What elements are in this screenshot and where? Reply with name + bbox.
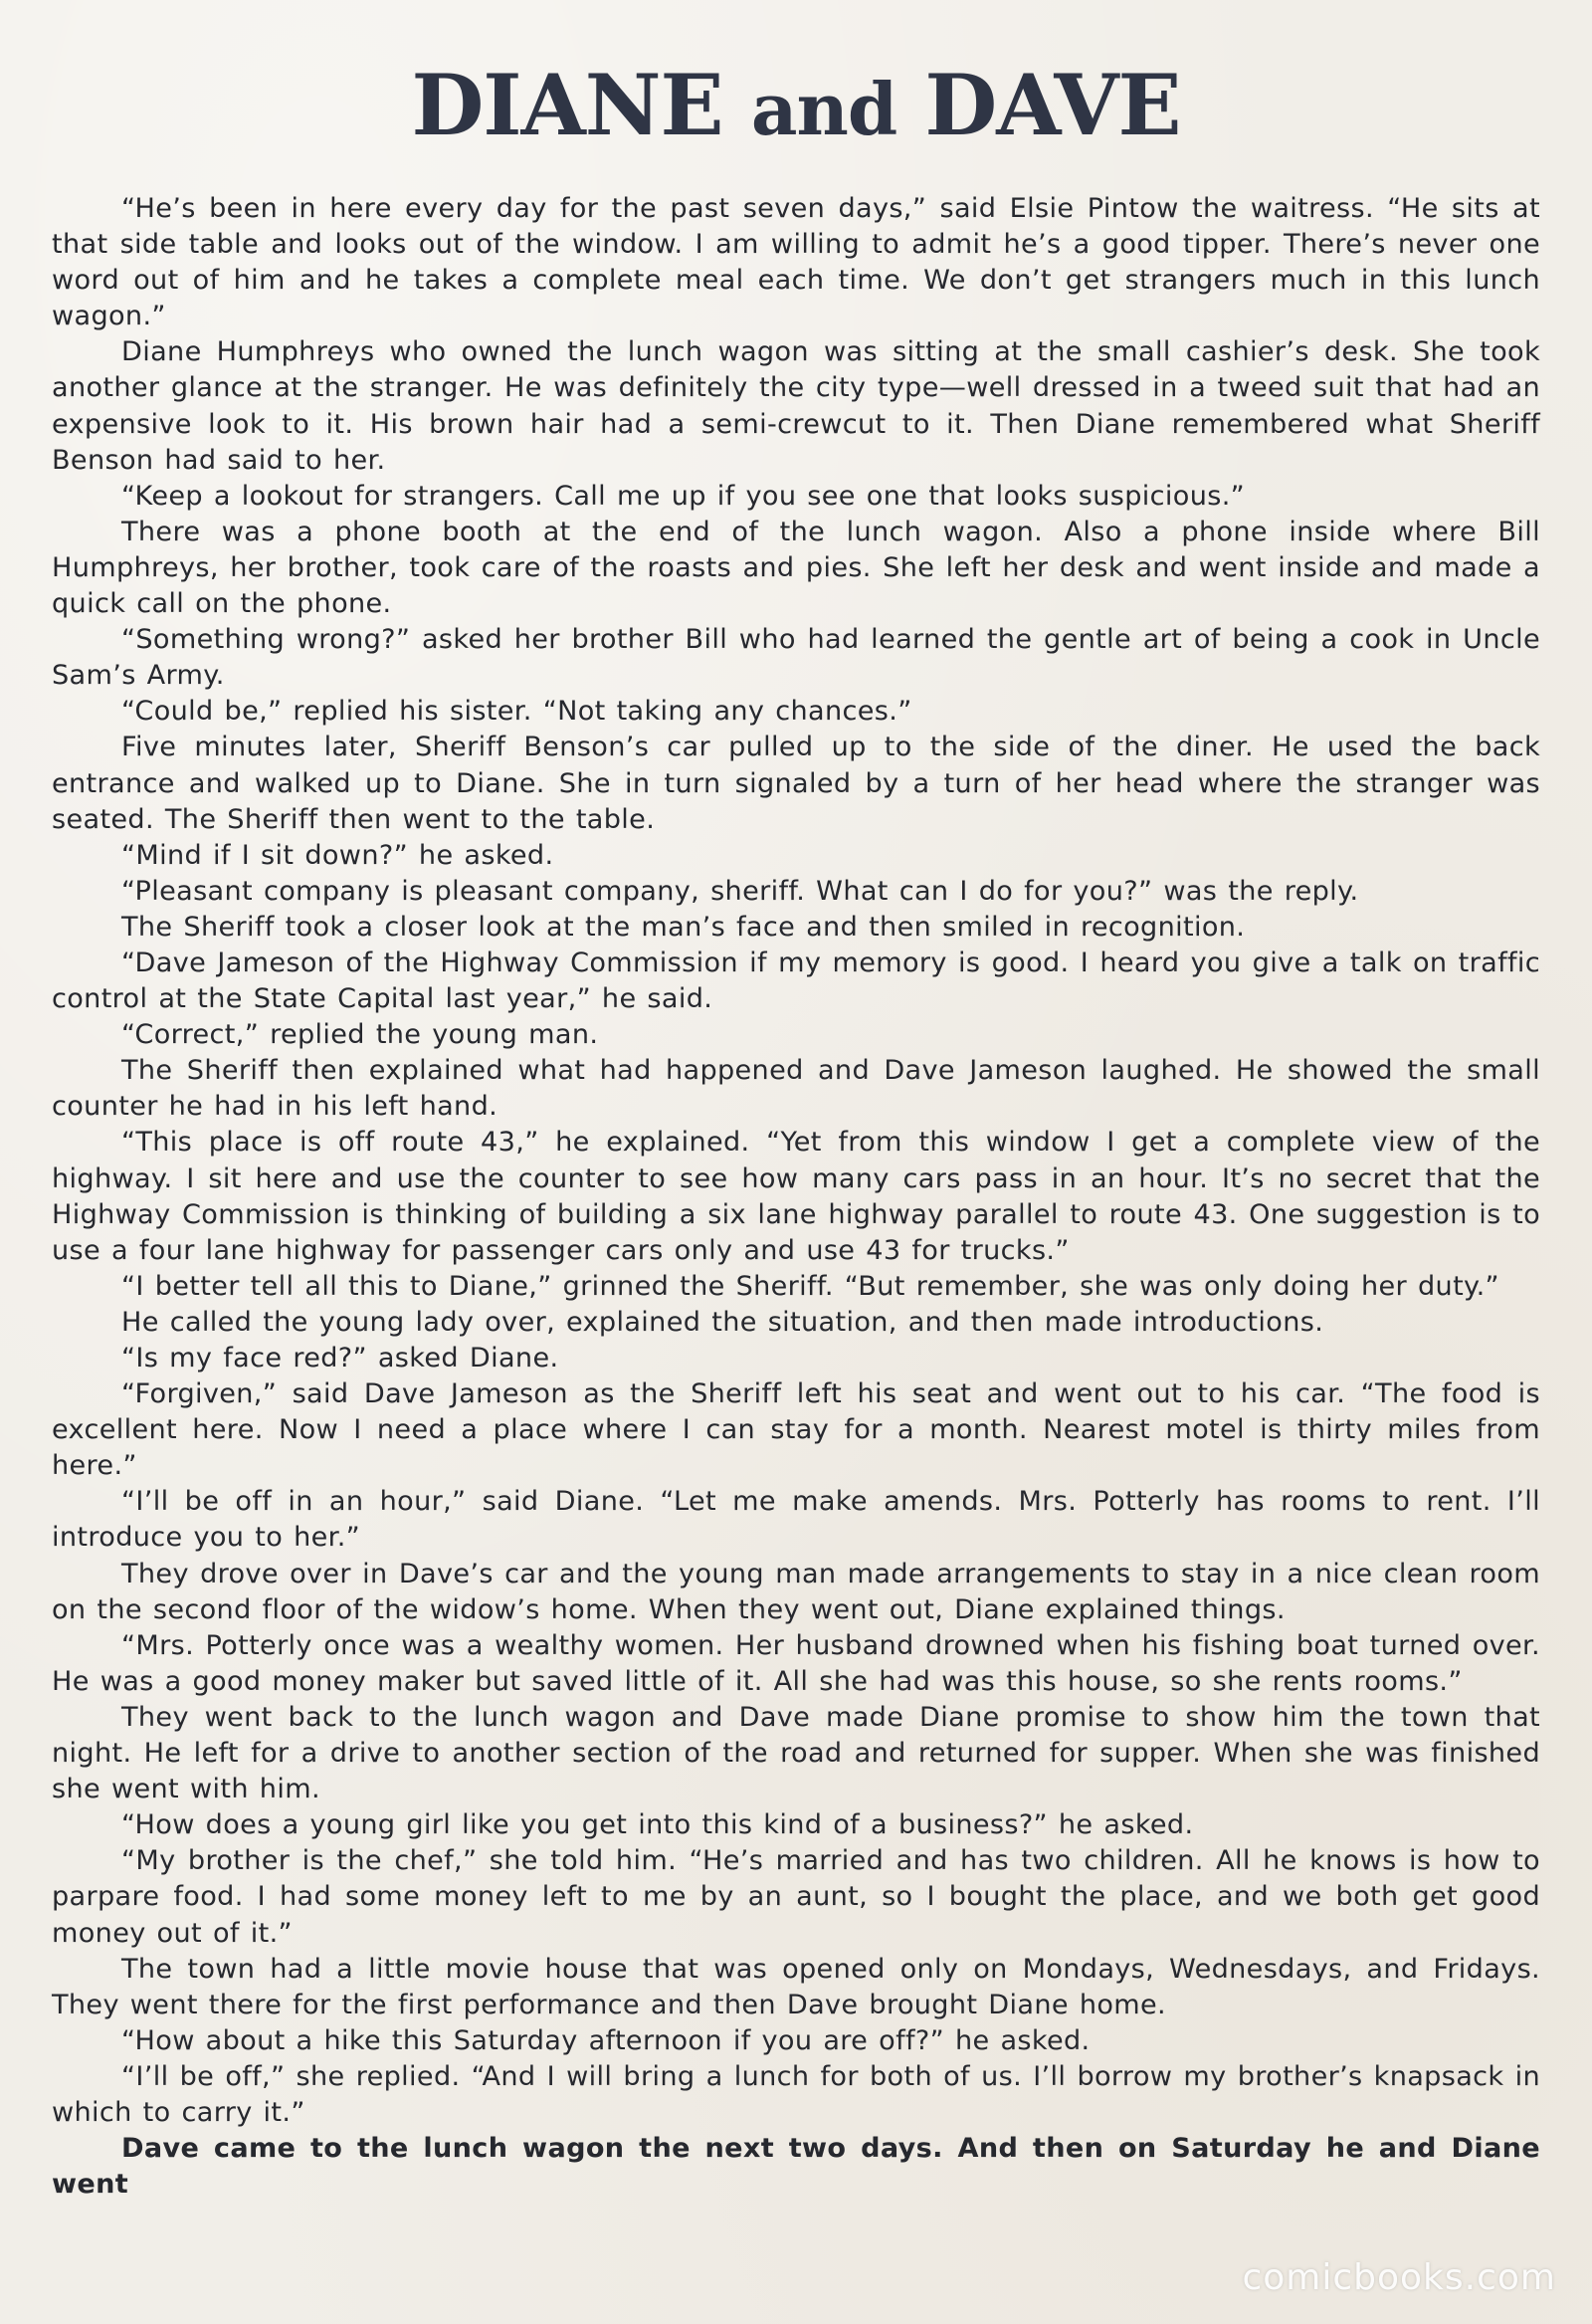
- paragraph: “Could be,” replied his sister. “Not taking any chances.”: [121, 696, 912, 728]
- paragraph: “Is my face red?” asked Diane.: [121, 1343, 559, 1373]
- paragraph: The town had a little movie house that was opened only on Mondays, Wednesdays, and Fridays. They went there for the first performance and then Dave brought Diane home.: [52, 1953, 1540, 2020]
- paragraph: “Mind if I sit down?” he asked.: [121, 839, 554, 871]
- paragraph: “He’s been in here every day for the past seven days,” said Elsie Pintow the waitress. “He sits at that side table and looks out of the window. I am willing to admit he’s a good tipper. There’s never one word out of him and he takes a complete meal each time. We don’t get strangers much in this lunch wagon.”: [52, 193, 1540, 332]
- title-name-1: DIANE: [411, 56, 723, 154]
- site-watermark: comicbooks.com: [1242, 2257, 1556, 2298]
- paragraph: “Pleasant company is pleasant company, sheriff. What can I do for you?” was the reply.: [121, 875, 1359, 907]
- paragraph: “This place is off route 43,” he explained. “Yet from this window I get a complete view of the highway. I sit here and use the counter to see how many cars pass in an hour. It’s no secret that the Highway Commission is thinking of building a six lane highway parallel to route 43. One suggestion is to use a four lane highway for passenger cars only and use 43 for trucks.”: [52, 1127, 1540, 1266]
- paragraph: “I’ll be off,” she replied. “And I will bring a lunch for both of us. I’ll borrow my brother’s knapsack in which to carry it.”: [52, 2060, 1540, 2128]
- paragraph: He called the young lady over, explained the situation, and then made introductions.: [121, 1306, 1324, 1338]
- paragraph: “Dave Jameson of the Highway Commission if my memory is good. I heard you give a talk on traffic control at the State Capital last year,” he said.: [52, 947, 1540, 1015]
- paragraph: “Mrs. Potterly once was a wealthy women. Her husband drowned when his fishing boat turned over. He was a good money maker but saved little of it. All she had was this house, so she rents rooms.”: [52, 1629, 1540, 1697]
- paragraph: Diane Humphreys who owned the lunch wagon was sitting at the small cashier’s desk. She took another glance at the stranger. He was definitely the city type—well dressed in a tweed suit that had an expensive look to it. His brown hair had a semi-crewcut to it. Then Diane remembered what Sheriff Benson had said to her.: [52, 336, 1540, 476]
- story-body: [52, 191, 1540, 2203]
- paragraph: The Sheriff took a closer look at the man’s face and then smiled in recognition.: [121, 911, 1246, 943]
- paragraph: “Keep a lookout for strangers. Call me up if you see one that looks suspicious.”: [121, 480, 1246, 512]
- title-name-2: DAVE: [924, 56, 1181, 154]
- paragraph: “I’ll be off in an hour,” said Diane. “Let me make amends. Mrs. Potterly has rooms to rent. I’ll introduce you to her.”: [52, 1486, 1540, 1554]
- paragraph: They went back to the lunch wagon and Dave made Diane promise to show him the town that night. He left for a drive to another section of the road and returned for supper. When she was finished she went with him.: [52, 1701, 1540, 1805]
- paragraph: “How about a hike this Saturday afternoon if you are off?” he asked.: [121, 2024, 1091, 2056]
- paragraph: “I better tell all this to Diane,” grinned the Sheriff. “But remember, she was only doing her duty.”: [121, 1270, 1499, 1302]
- paragraph: The Sheriff then explained what had happened and Dave Jameson laughed. He showed the small counter he had in his left hand.: [52, 1055, 1540, 1123]
- paragraph: Five minutes later, Sheriff Benson’s car pulled up to the side of the diner. He used the back entrance and walked up to Diane. She in turn signaled by a turn of her head where the stranger was seated. The Sheriff then went to the table.: [52, 732, 1540, 835]
- paragraph: “How does a young girl like you get into this kind of a business?” he asked.: [121, 1809, 1194, 1841]
- paragraph: “Correct,” replied the young man.: [121, 1019, 599, 1051]
- paragraph: “Something wrong?” asked her brother Bill who had learned the gentle art of being a cook in Uncle Sam’s Army.: [52, 624, 1540, 692]
- title-conjunction: and: [750, 67, 897, 151]
- paragraph: There was a phone booth at the end of the lunch wagon. Also a phone inside where Bill Humphreys, her brother, took care of the roasts and pies. She left her desk and went inside and made a quick call on the phone.: [52, 516, 1540, 620]
- paragraph: “My brother is the chef,” she told him. “He’s married and has two children. All he knows is how to parpare food. I had some money left to me by an aunt, so I bought the place, and we both get good money out of it.”: [52, 1845, 1540, 1949]
- paragraph-continued: Dave came to the lunch wagon the next two days. And then on Saturday he and Diane went: [52, 2133, 1540, 2201]
- story-title: [52, 56, 1540, 155]
- paragraph: “Forgiven,” said Dave Jameson as the Sheriff left his seat and went out to his car. “The food is excellent here. Now I need a place where I can stay for a month. Nearest motel is thirty miles from here.”: [52, 1378, 1540, 1482]
- paragraph: They drove over in Dave’s car and the young man made arrangements to stay in a nice clean room on the second floor of the widow’s home. When they went out, Diane explained things.: [52, 1558, 1540, 1625]
